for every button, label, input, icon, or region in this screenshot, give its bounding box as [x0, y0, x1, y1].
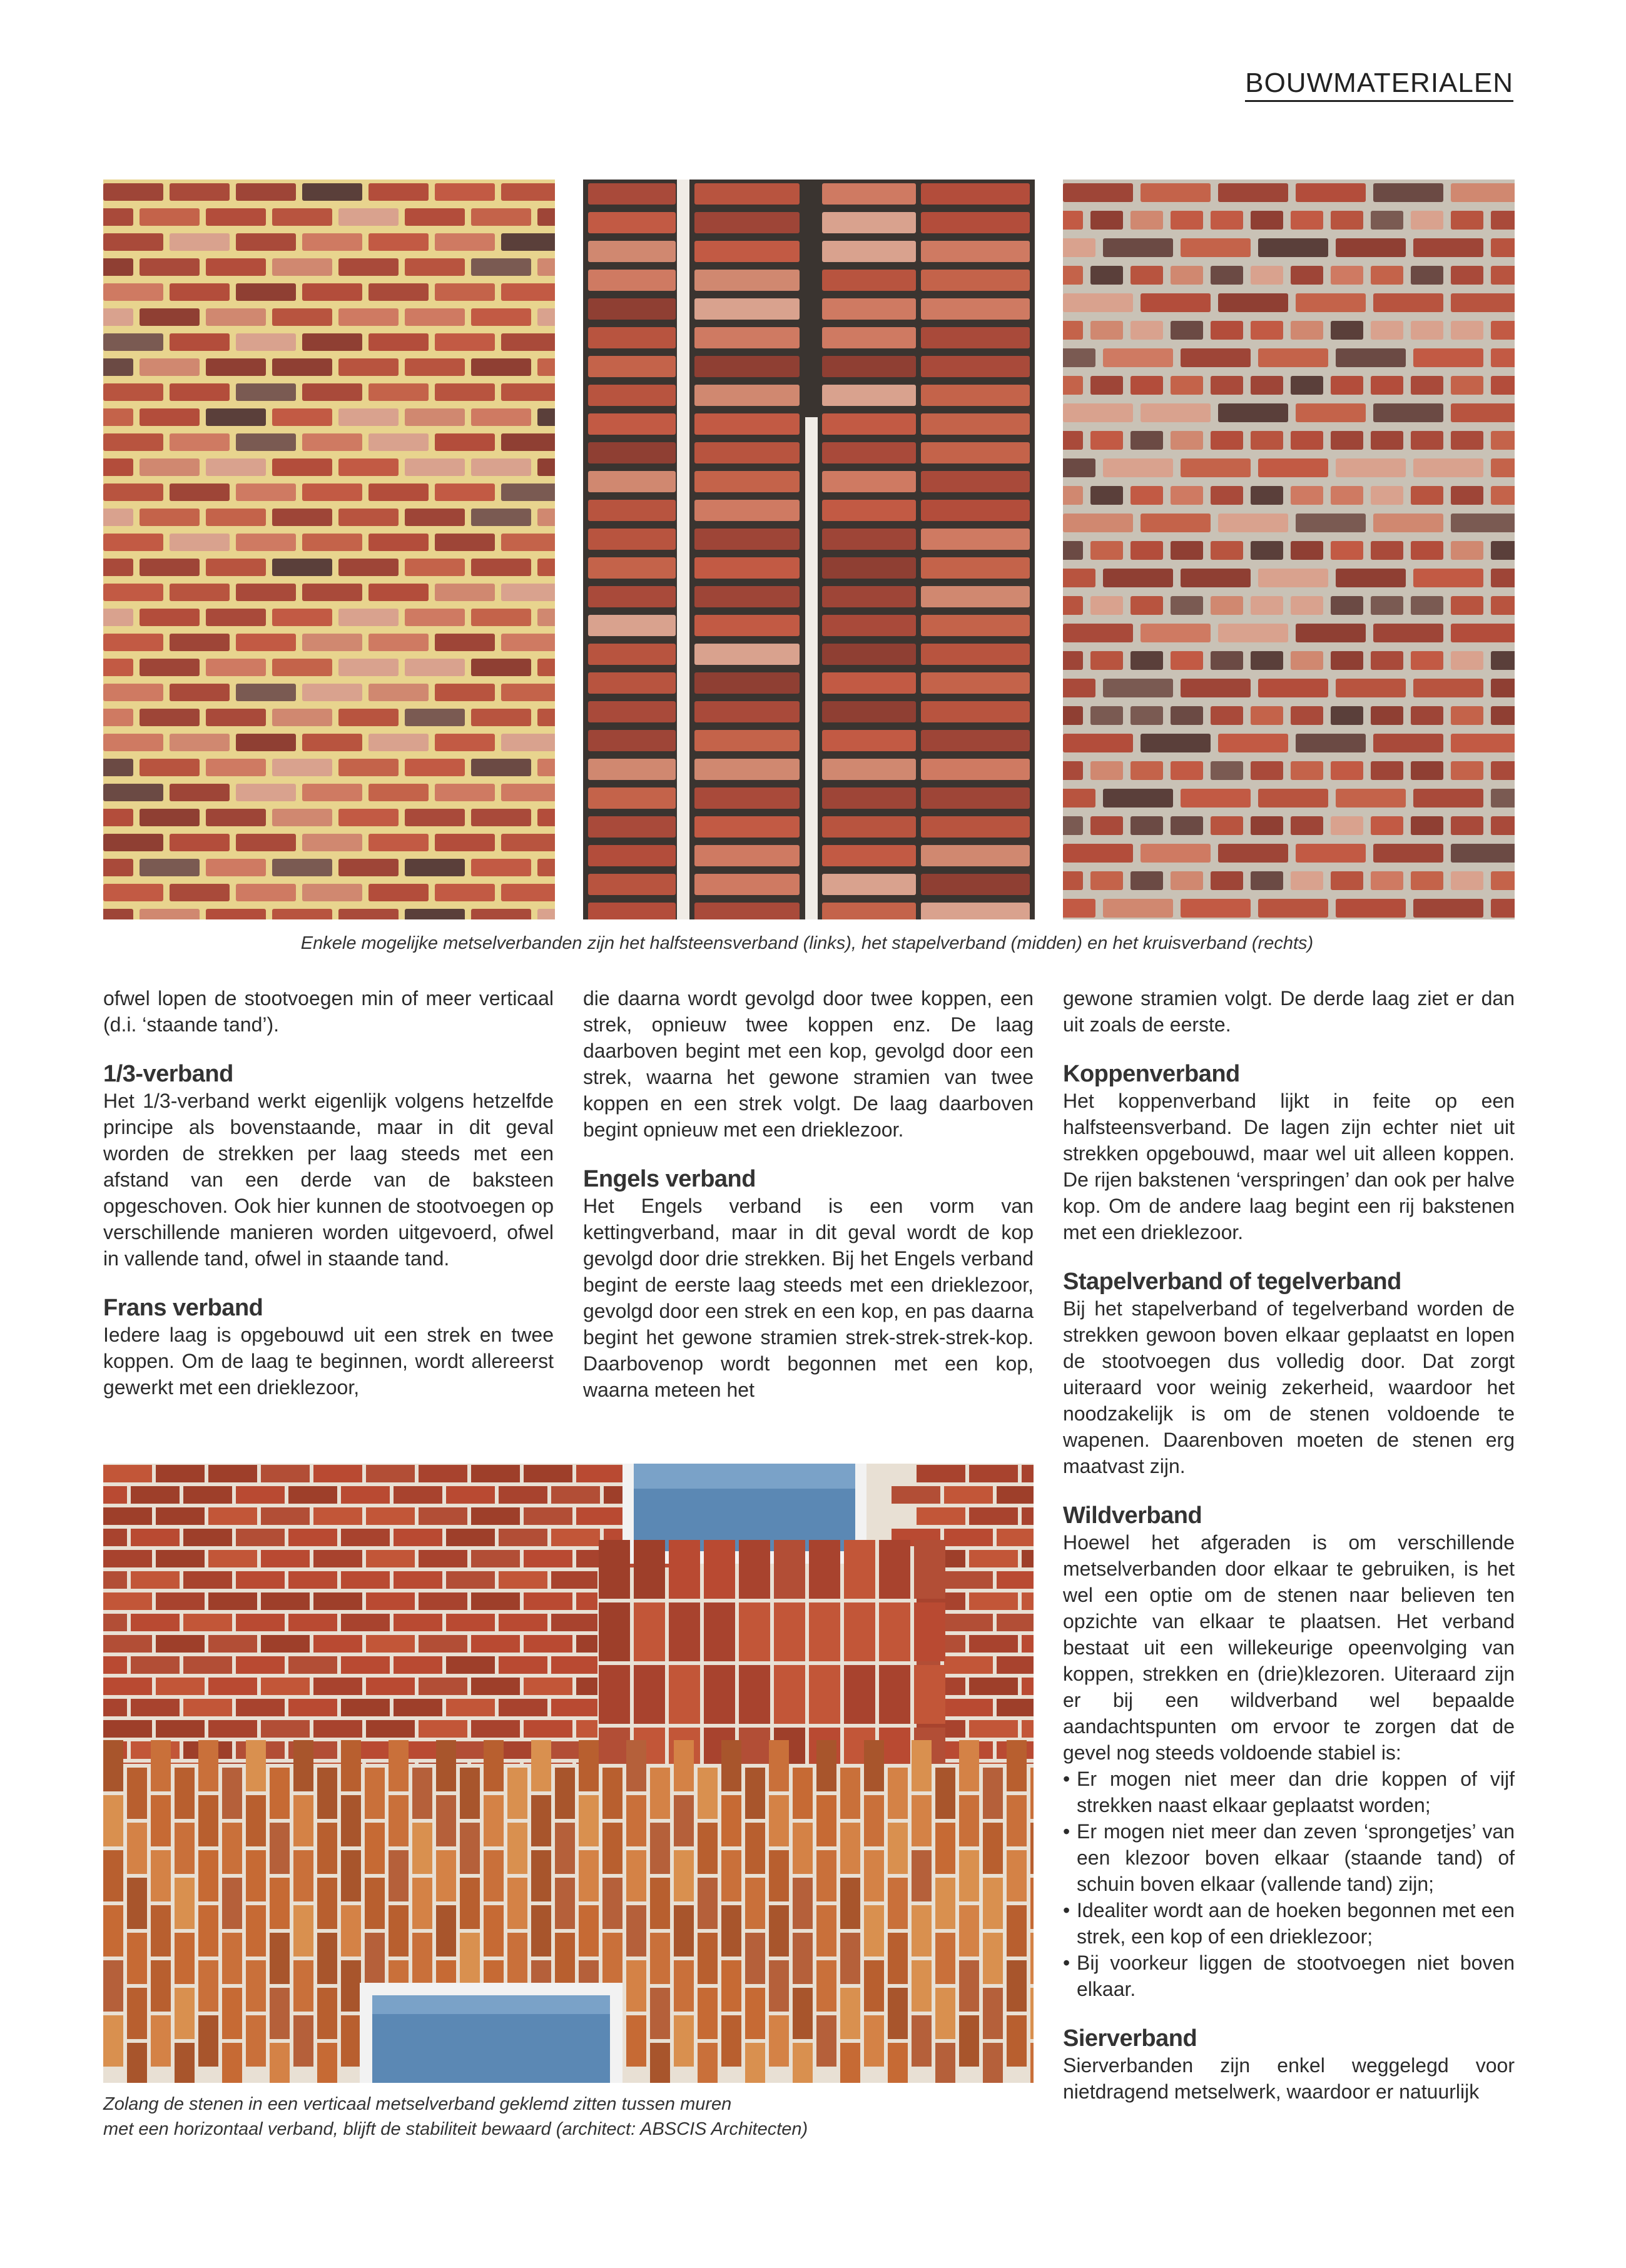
photo-stapelverband — [583, 180, 1035, 919]
brick-wall-halfsteens-image — [103, 180, 555, 919]
heading-wildverband: Wildverband — [1063, 1502, 1202, 1529]
caption-top: Enkele mogelijke metselverbanden zijn het halfsteensverband (links), het stapelverband (midden) en het kruisverband (rechts) — [300, 933, 1314, 953]
caption-bottom — [103, 2092, 1042, 2142]
list-item: • Bij voorkeur liggen de stootvoegen niet boven elkaar. — [1063, 1950, 1515, 2002]
wildverband-list — [1063, 1766, 1515, 2002]
col2-intro: die daarna wordt gevolgd door twee koppen, een strek, opnieuw twee koppen enz. De laag daarboven begint met een kop, gevolgd door een strek, waarna het gewone stramien van twee koppen en een strek volgt. De laag daarboven begint opnieuw met een drieklezoor. — [583, 987, 1034, 1141]
col3-intro: gewone stramien volgt. De derde laag ziet er dan uit zoals de eerste. — [1063, 987, 1515, 1036]
list-item: • Er mogen niet meer dan zeven ‘sprongetjes’ van een klezoor boven elkaar (staande tand) of schuin boven elkaar (vallende tand) zijn; — [1063, 1818, 1515, 1897]
caption-bottom-line1: Zolang de stenen in een verticaal metselverband geklemd zitten tussen muren — [103, 2094, 732, 2114]
list-item: • Er mogen niet meer dan drie koppen of vijf strekken naast elkaar geplaatst worden; — [1063, 1766, 1515, 1818]
section-title: BOUWMATERIALEN — [1245, 68, 1513, 102]
heading-stapelverband: Stapelverband of tegelverband — [1063, 1268, 1401, 1295]
paragraph-stapelverband: Bij het stapelverband of tegelverband worden de strekken gewoon boven elkaar geplaatst en lopen de stootvoegen dus volledig door. Dat zorgt uiteraard voor weinig zekerheid, waardoor het noodzakelijk is om de stenen voldoende te wapenen. Daarenboven moeten de stenen erg maatvast zijn. — [1063, 1297, 1515, 1477]
paragraph-sierverband: Sierverbanden zijn enkel weggelegd voor nietdragend metselwerk, waardoor er natuurlijk — [1063, 2054, 1515, 2103]
paragraph-koppenverband: Het koppenverband lijkt in feite op een halfsteensverband. De lagen zijn echter niet uit strekken opgebouwd, maar wel uit alleen koppen. De rijen bakstenen ‘verspringen’ dan ook per halve kop. Om de andere laag begint een rij bakstenen met een drieklezoor. — [1063, 1090, 1515, 1243]
photo-halfsteensverband — [103, 180, 555, 919]
col1-intro: ofwel lopen de stootvoegen min of meer verticaal (d.i. ‘staande tand’). — [103, 987, 554, 1036]
heading-koppenverband: Koppenverband — [1063, 1061, 1240, 1087]
brick-wall-kruis-image — [1063, 180, 1515, 919]
paragraph-13-verband: Het 1/3-verband werkt eigenlijk volgens hetzelfde principe als bovenstaande, maar in dit geval worden de strekken per laag steeds met een afstand van een derde van de baksteen opgeschoven. Ook hier kunnen de stootvoegen op verschillende manieren worden uitgevoerd, ofwel in vallende tand, ofwel in staande tand. — [103, 1090, 554, 1270]
brick-wall-stapel-image — [583, 180, 1035, 919]
paragraph-frans-verband: Iedere laag is opgebouwd uit een strek en twee koppen. Om de laag te beginnen, wordt allereerst gewerkt met een drieklezoor, — [103, 1324, 554, 1399]
list-item: • Idealiter wordt aan de hoeken begonnen met een strek, een kop of een drieklezoor; — [1063, 1897, 1515, 1950]
heading-engels-verband: Engels verband — [583, 1166, 756, 1192]
paragraph-engels-verband: Het Engels verband is een vorm van kettingverband, maar in dit geval wordt de kop gevolgd door drie strekken. Bij het Engels verband begint de eerste laag steeds met een drieklezoor, gevolgd door een strek en een kop, en pas daarna begint het gewone stramien strek-strek-strek-kop. Daarbovenop wordt begonnen met een kop, waarna meteen het — [583, 1195, 1034, 1401]
heading-13-verband: 1/3-verband — [103, 1061, 233, 1087]
photo-gevel-abscis — [103, 1464, 1034, 2083]
caption-bottom-line2: met een horizontaal verband, blijft de stabiliteit bewaard (architect: ABSCIS Architecten) — [103, 2119, 808, 2139]
heading-frans-verband: Frans verband — [103, 1295, 263, 1321]
column-3 — [1063, 985, 1515, 2105]
paragraph-wildverband: Hoewel het afgeraden is om verschillende metselverbanden door elkaar te gebruiken, is het wel een optie om de stenen naar believen ten opzichte van elkaar te plaatsen. Het verband bestaat uit een willekeurige opeenvolging van koppen, strekken en (drie)klezoren. Uiteraard zijn er bij een wildverband wel bepaalde aandachtspunten om ervoor te zorgen dat de gevel nog steeds voldoende stabiel is: — [1063, 1531, 1515, 1764]
column-2 — [583, 985, 1034, 1403]
photo-kruisverband — [1063, 180, 1515, 919]
column-1 — [103, 985, 554, 1400]
brick-facade-image — [103, 1464, 1034, 2083]
heading-sierverband: Sierverband — [1063, 2025, 1197, 2052]
